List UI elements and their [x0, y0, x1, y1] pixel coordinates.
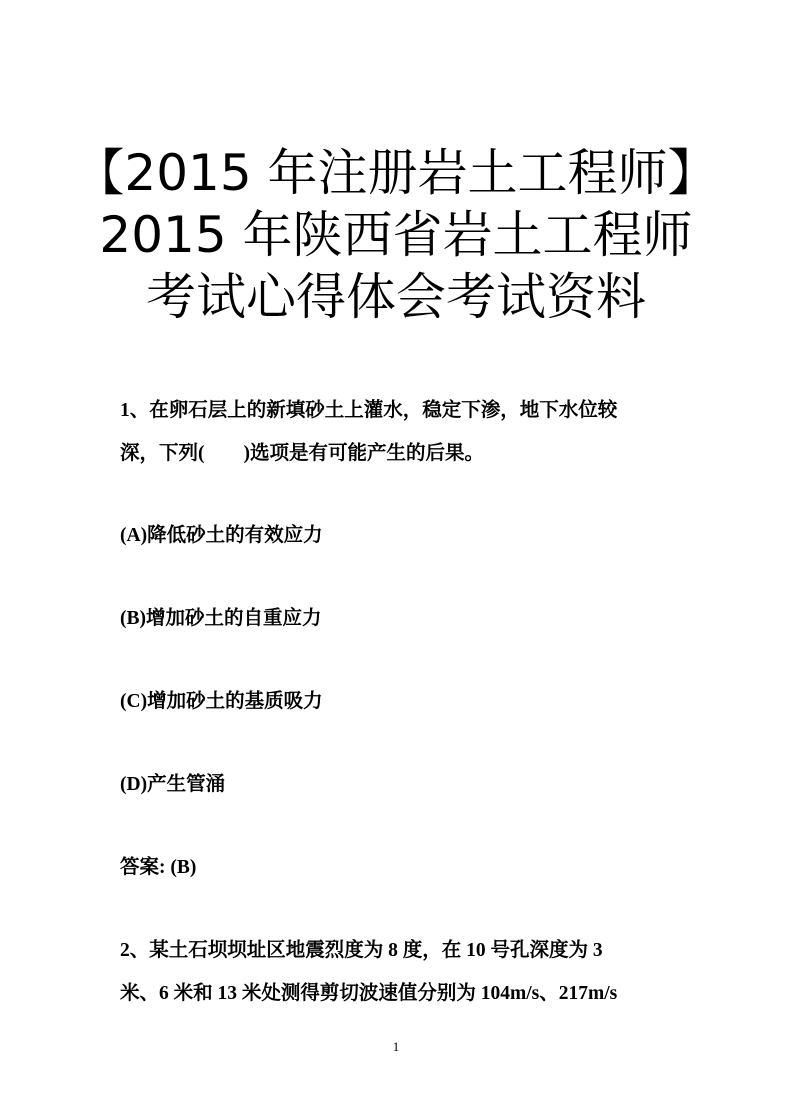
question-1-line-1: 1、在卵石层上的新填砂土上灌水，稳定下渗，地下水位较	[120, 400, 618, 421]
question-1-line-2: 深，下列( )选项是有可能产生的后果。	[120, 443, 484, 464]
option-a: (A)降低砂土的有效应力	[120, 525, 323, 546]
option-d: (D)产生管涌	[120, 774, 226, 795]
question-2-line-2: 米、6 米和 13 米处测得剪切波速值分别为 104m/s、217m/s	[120, 983, 618, 1004]
option-c: (C)增加砂土的基质吸力	[120, 691, 323, 712]
page-number: 1	[392, 1039, 400, 1054]
option-b: (B)增加砂土的自重应力	[120, 608, 322, 629]
title-line-1: 【2015 年注册岩土工程师】	[74, 144, 718, 202]
answer-1: 答案: (B)	[120, 857, 197, 878]
title-line-2: 2015 年陕西省岩土工程师	[99, 206, 693, 264]
title-line-3: 考试心得体会考试资料	[146, 268, 646, 326]
question-2-line-1: 2、某土石坝坝址区地震烈度为 8 度，在 10 号孔深度为 3	[120, 940, 603, 961]
